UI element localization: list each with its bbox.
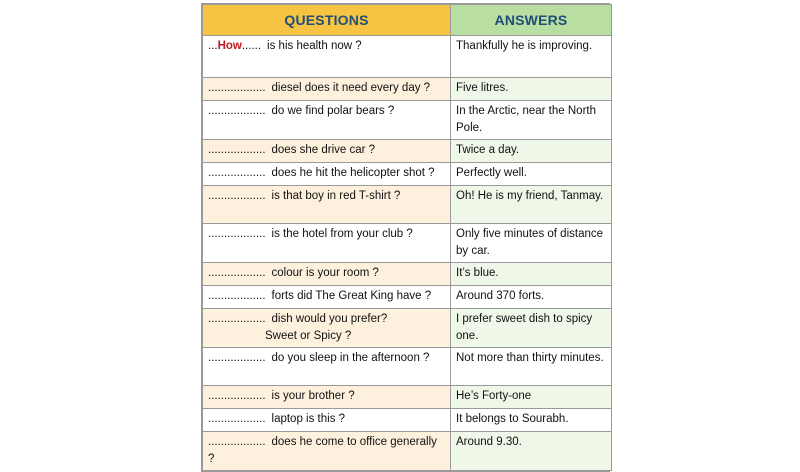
answers-header: ANSWERS bbox=[451, 5, 612, 36]
table-row bbox=[203, 286, 612, 309]
blank-dots: .................. bbox=[208, 390, 266, 402]
answer-cell: Five litres. bbox=[451, 78, 612, 101]
question-text: does he hit the helicopter shot ? bbox=[271, 167, 435, 179]
blank-dots: .................. bbox=[208, 190, 266, 202]
question-cell bbox=[203, 36, 451, 78]
question-text: diesel does it need every day ? bbox=[271, 82, 431, 94]
table-row bbox=[203, 348, 612, 386]
answer-cell: I prefer sweet dish to spicy one. bbox=[451, 309, 612, 348]
answer-cell: It belongs to Sourabh. bbox=[451, 409, 612, 432]
question-cell bbox=[203, 409, 451, 432]
question-cell bbox=[203, 163, 451, 186]
question-text: is that boy in red T-shirt ? bbox=[271, 190, 401, 202]
table-body bbox=[203, 36, 612, 471]
answer-cell: Oh! He is my friend, Tanmay. bbox=[451, 186, 612, 224]
table-row bbox=[203, 409, 612, 432]
blank-dots: .................. bbox=[208, 105, 266, 117]
blank-dots: .................. bbox=[208, 352, 266, 364]
question-text: is your brother ? bbox=[271, 390, 355, 402]
questions-header: QUESTIONS bbox=[203, 5, 451, 36]
table-row bbox=[203, 36, 612, 78]
question-text: forts did The Great King have ? bbox=[271, 290, 432, 302]
blank-dots: .................. bbox=[208, 228, 266, 240]
table-row bbox=[203, 163, 612, 186]
answer-cell: Twice a day. bbox=[451, 140, 612, 163]
answer-cell: Thankfully he is improving. bbox=[451, 36, 612, 78]
answer-word-highlight: How bbox=[217, 40, 242, 52]
answer-cell: He’s Forty-one bbox=[451, 386, 612, 409]
table-row bbox=[203, 263, 612, 286]
question-text: colour is your room ? bbox=[271, 267, 379, 279]
question-text: do you sleep in the afternoon ? bbox=[271, 352, 430, 364]
question-text: is his health now ? bbox=[267, 40, 362, 52]
table-row bbox=[203, 101, 612, 140]
question-cell bbox=[203, 386, 451, 409]
table-row bbox=[203, 224, 612, 263]
question-text: do we find polar bears ? bbox=[271, 105, 395, 117]
question-cell bbox=[203, 263, 451, 286]
question-text: does he come to office generally ? bbox=[208, 436, 437, 465]
question-text: is the hotel from your club ? bbox=[271, 228, 413, 240]
question-cell bbox=[203, 186, 451, 224]
worksheet-table-container bbox=[201, 3, 610, 472]
questions-answers-table bbox=[202, 4, 612, 471]
table-row bbox=[203, 309, 612, 348]
blank-dots: .................. bbox=[208, 167, 266, 179]
answer-cell: Only five minutes of distance by car. bbox=[451, 224, 612, 263]
question-cell bbox=[203, 140, 451, 163]
question-cell bbox=[203, 286, 451, 309]
answer-cell: It’s blue. bbox=[451, 263, 612, 286]
answer-cell: Not more than thirty minutes. bbox=[451, 348, 612, 386]
answer-cell: Perfectly well. bbox=[451, 163, 612, 186]
blank-dots: .................. bbox=[208, 436, 266, 448]
question-text-line2: Sweet or Spicy ? bbox=[265, 330, 352, 342]
question-text: laptop is this ? bbox=[271, 413, 346, 425]
table-row bbox=[203, 186, 612, 224]
table-row bbox=[203, 140, 612, 163]
question-cell bbox=[203, 348, 451, 386]
blank-dots: .................. bbox=[208, 290, 266, 302]
question-cell bbox=[203, 101, 451, 140]
question-text: dish would you prefer? bbox=[271, 313, 388, 325]
question-cell bbox=[203, 78, 451, 101]
table-row bbox=[203, 386, 612, 409]
blank-dots: .................. bbox=[208, 267, 266, 279]
blank-dots: ... bbox=[208, 40, 218, 52]
blank-dots: .................. bbox=[208, 82, 266, 94]
blank-dots: .................. bbox=[208, 313, 266, 325]
blank-dots: .................. bbox=[208, 144, 266, 156]
answer-cell: Around 370 forts. bbox=[451, 286, 612, 309]
question-text: does she drive car ? bbox=[271, 144, 376, 156]
question-cell bbox=[203, 224, 451, 263]
answer-cell: In the Arctic, near the North Pole. bbox=[451, 101, 612, 140]
question-cell bbox=[203, 309, 451, 348]
blank-dots: .................. bbox=[208, 413, 266, 425]
table-row bbox=[203, 78, 612, 101]
table-row bbox=[203, 432, 612, 471]
answer-cell: Around 9.30. bbox=[451, 432, 612, 471]
blank-dots-suffix: ...... bbox=[241, 40, 262, 52]
question-cell bbox=[203, 432, 451, 471]
table-header-row bbox=[203, 5, 612, 36]
